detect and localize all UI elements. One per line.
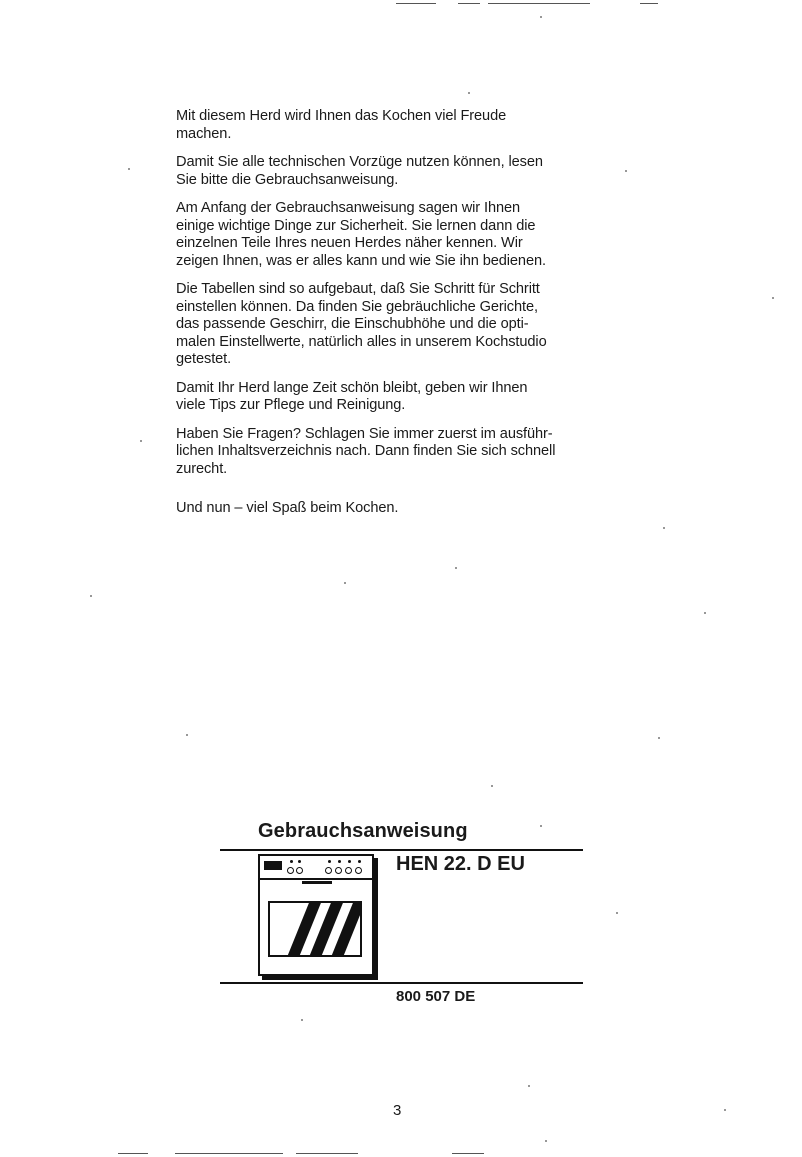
scan-edge-line bbox=[118, 1153, 148, 1154]
scan-speck bbox=[344, 582, 346, 584]
intro-paragraph: Damit Ihr Herd lange Zeit schön bleibt, geben wir Ihnen viele Tips zur Pflege und Reinigung. bbox=[176, 379, 528, 413]
oven-control-panel bbox=[260, 856, 372, 880]
scan-speck bbox=[301, 1019, 303, 1021]
document-title: Gebrauchsanweisung bbox=[258, 820, 468, 842]
scan-edge-line bbox=[640, 3, 658, 4]
scan-speck bbox=[663, 527, 665, 529]
scan-speck bbox=[140, 440, 142, 442]
oven-door bbox=[268, 901, 362, 957]
oven-display bbox=[264, 861, 282, 870]
scan-speck bbox=[468, 92, 470, 94]
model-number: HEN 22. D EU bbox=[396, 853, 525, 875]
indicator-dot bbox=[328, 860, 331, 863]
oven-knob bbox=[355, 867, 362, 874]
scan-speck bbox=[545, 1140, 547, 1142]
scan-speck bbox=[128, 168, 130, 170]
oven-knob bbox=[325, 867, 332, 874]
oven-handle bbox=[302, 881, 332, 884]
title-rule-bottom bbox=[220, 982, 583, 984]
intro-paragraph: Am Anfang der Gebrauchsanweisung sagen wir Ihnen einige wichtige Dinge zur Sicherheit. Sie lernen dann die einzelnen Teile Ihres neuen Herdes näher kennen. Wir zeigen Ihnen, was er alles kann und wie Sie ihn bedienen. bbox=[176, 200, 546, 269]
scan-speck bbox=[540, 16, 542, 18]
indicator-dot bbox=[358, 860, 361, 863]
indicator-dot bbox=[290, 860, 293, 863]
scan-speck bbox=[724, 1109, 726, 1111]
scan-speck bbox=[625, 170, 627, 172]
scan-speck bbox=[455, 567, 457, 569]
indicator-dot bbox=[338, 860, 341, 863]
scan-speck bbox=[772, 297, 774, 299]
oven-knob bbox=[296, 867, 303, 874]
document-number: 800 507 DE bbox=[396, 988, 476, 1005]
scan-edge-line bbox=[452, 1153, 484, 1154]
scan-speck bbox=[528, 1085, 530, 1087]
intro-paragraph: Mit diesem Herd wird Ihnen das Kochen viel Freude machen. bbox=[176, 108, 507, 142]
intro-paragraph: Die Tabellen sind so aufgebaut, daß Sie Schritt für Schritt einstellen können. Da finden Sie gebräuchliche Gerichte, das passende Geschirr, die Einschubhöhe und die opti- malen Einstellwerte, natürlich alles in unserem Kochstudio getestet. bbox=[176, 281, 547, 367]
scan-edge-line bbox=[175, 1153, 283, 1154]
oven-knob bbox=[287, 867, 294, 874]
scan-speck bbox=[90, 595, 92, 597]
oven-knob bbox=[335, 867, 342, 874]
scan-speck bbox=[704, 612, 706, 614]
scan-edge-line bbox=[458, 3, 480, 4]
indicator-dot bbox=[348, 860, 351, 863]
scan-speck bbox=[186, 734, 188, 736]
oven-icon bbox=[258, 854, 374, 976]
scan-edge-line bbox=[396, 3, 436, 4]
intro-paragraph: Haben Sie Fragen? Schlagen Sie immer zuerst im ausführ- lichen Inhaltsverzeichnis nach. Dann finden Sie sich schnell zurecht. bbox=[176, 425, 556, 477]
scan-speck bbox=[616, 912, 618, 914]
closing-line: Und nun – viel Spaß beim Kochen. bbox=[176, 500, 399, 516]
scan-speck bbox=[491, 785, 493, 787]
oven-knob bbox=[345, 867, 352, 874]
scan-edge-line bbox=[296, 1153, 358, 1154]
scan-speck bbox=[540, 825, 542, 827]
scan-speck bbox=[658, 737, 660, 739]
intro-paragraph: Damit Sie alle technischen Vorzüge nutzen können, lesen Sie bitte die Gebrauchsanweisung. bbox=[176, 154, 543, 188]
title-rule-top bbox=[220, 849, 583, 851]
intro-text bbox=[176, 108, 622, 529]
scan-edge-line bbox=[488, 3, 590, 4]
indicator-dot bbox=[298, 860, 301, 863]
page-number: 3 bbox=[393, 1102, 402, 1119]
